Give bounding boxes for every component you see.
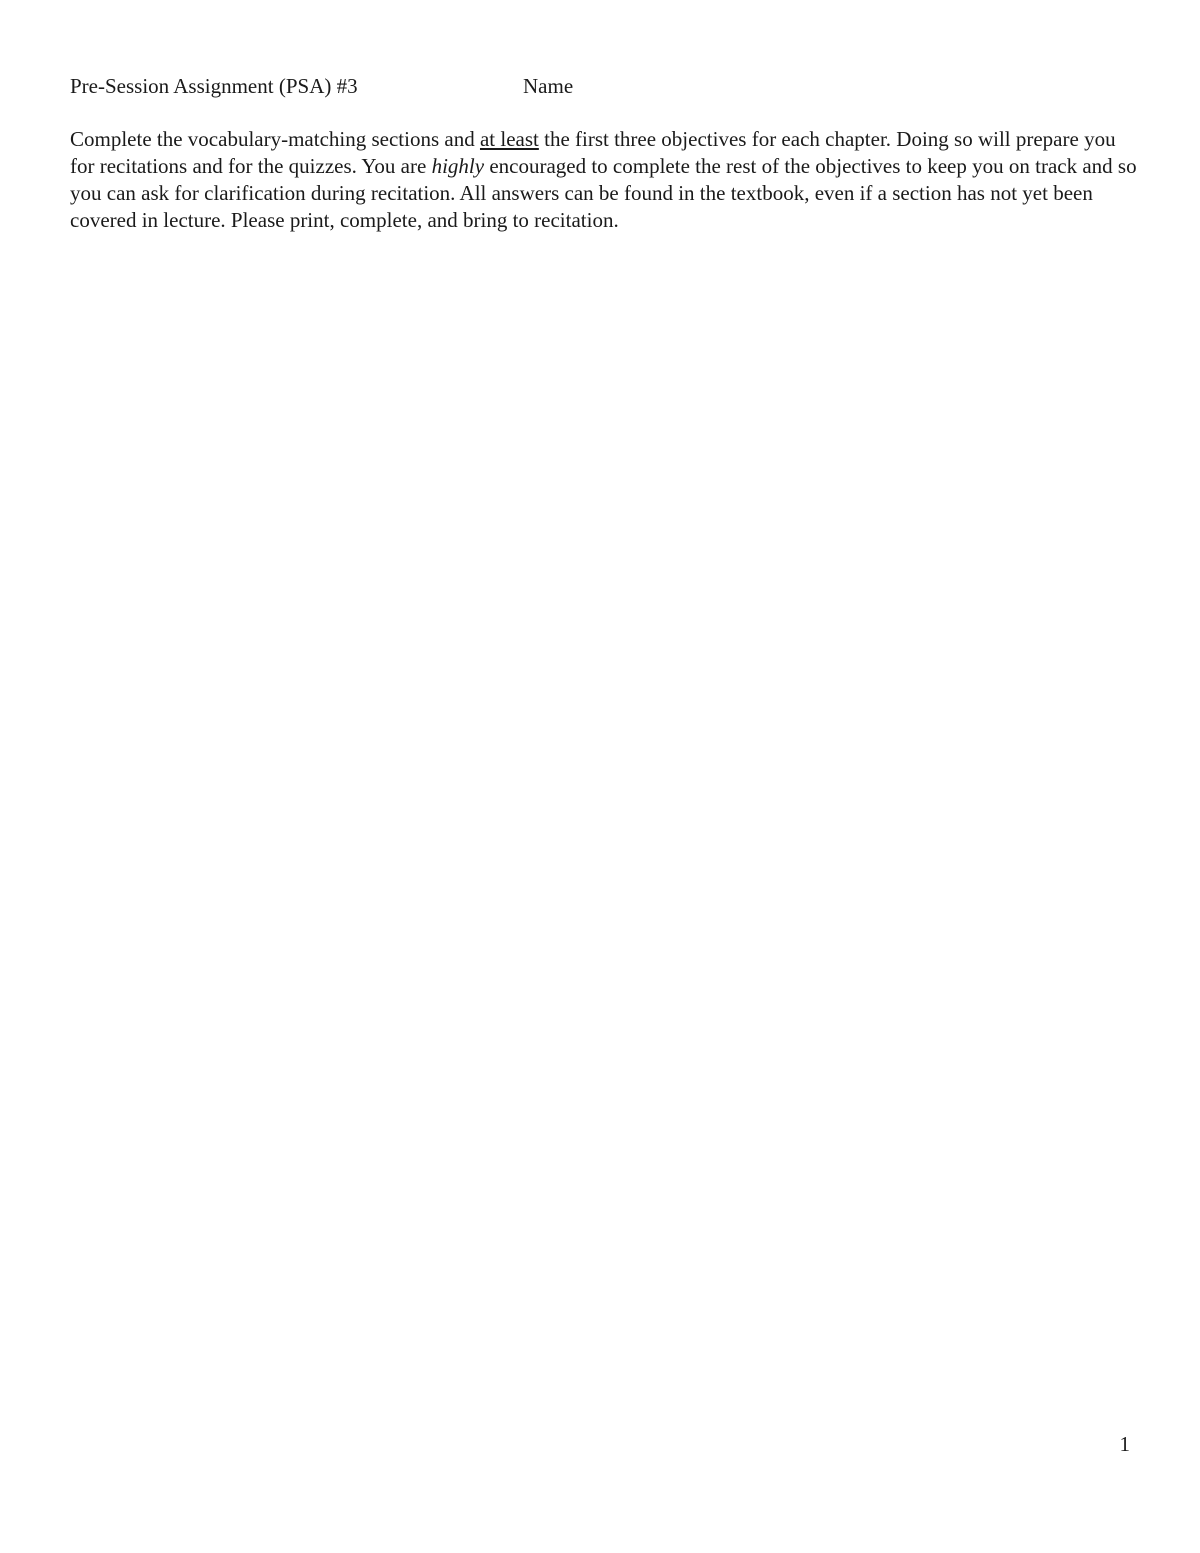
page-number: 1 xyxy=(1119,1432,1130,1456)
instructions-underlined-text: at least xyxy=(479,127,539,151)
instructions-paragraph xyxy=(70,126,1140,234)
assignment-title: Pre-Session Assignment (PSA) #3 xyxy=(70,74,358,98)
instructions-text-1: Complete the vocabulary-matching sections and xyxy=(70,127,480,151)
instructions-text-2: the first three objectives for each chapter. Doing so will prepare you for recitations and for the quizzes. You are xyxy=(70,127,1116,178)
instructions-italic-text: highly xyxy=(431,154,485,178)
instructions-text-3: encouraged to complete the rest of the objectives to keep you on track and so you can ask for clarification during recitation. All answers can be found in the textbook, even if a section has not yet been covered in lecture. Please print, complete, and bring to recitation. xyxy=(70,154,1137,232)
name-label: Name xyxy=(523,74,574,98)
